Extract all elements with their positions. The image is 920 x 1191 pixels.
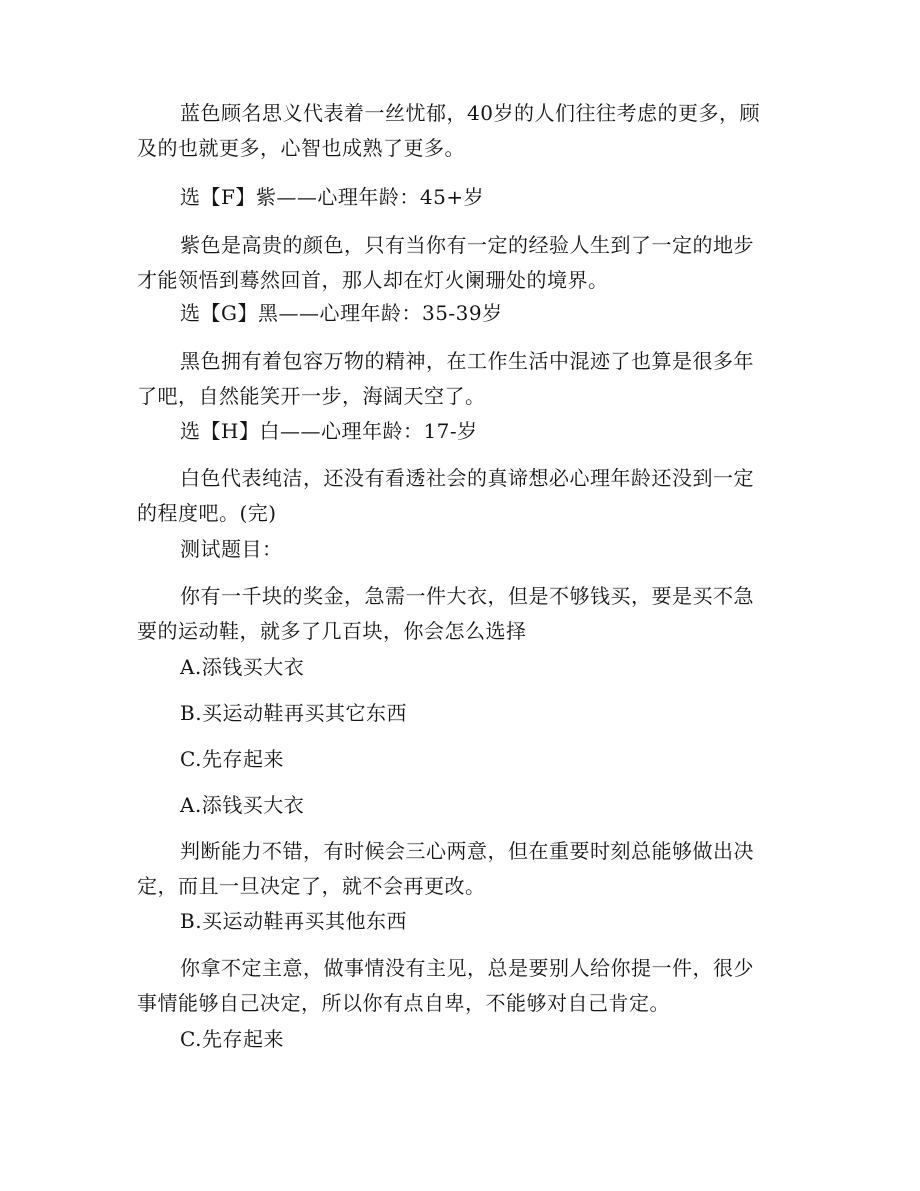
heading-option-f (180, 180, 772, 215)
answer-b-text (137, 951, 772, 1021)
paragraph-line: 选【H】白——心理年龄：17-岁 (180, 419, 478, 443)
answer-c-heading (180, 1022, 772, 1057)
paragraph-line: A.添钱买大衣 (180, 793, 305, 817)
answer-a-text (137, 834, 772, 904)
paragraph-line: B.买运动鞋再买其他东西 (180, 909, 408, 933)
paragraph-line: 黑色拥有着包容万物的精神，在工作生活中混迹了也算是很多年 (180, 349, 754, 373)
paragraph-line: 的程度吧。(完) (137, 501, 277, 525)
paragraph-line: 选【F】紫——心理年龄：45+岁 (180, 185, 485, 209)
option-b (180, 696, 772, 731)
paragraph-line: 你有一千块的奖金，急需一件大衣，但是不够钱买，要是买不急 (180, 584, 754, 608)
paragraph-white (137, 461, 772, 531)
paragraph-line: 要的运动鞋，就多了几百块，你会怎么选择 (137, 619, 527, 643)
option-a (180, 650, 772, 685)
paragraph-line: 了吧，自然能笑开一步，海阔天空了。 (137, 384, 486, 408)
paragraph-line: 选【G】黑——心理年龄：35-39岁 (180, 301, 503, 325)
paragraph-line: 紫色是高贵的颜色，只有当你有一定的经验人生到了一定的地步 (180, 233, 754, 257)
paragraph-line: 蓝色顾名思义代表着一丝忧郁，40岁的人们往往考虑的更多，顾 (180, 101, 760, 125)
paragraph-line: C.先存起来 (180, 1027, 284, 1051)
heading-option-h (180, 414, 772, 449)
paragraph-purple (137, 228, 772, 298)
paragraph-line: 才能领悟到蓦然回首，那人却在灯火阑珊处的境界。 (137, 268, 609, 292)
paragraph-line: 你拿不定主意，做事情没有主见，总是要别人给你提一件，很少 (180, 956, 754, 980)
section-title-test (180, 532, 772, 567)
paragraph-line: A.添钱买大衣 (180, 655, 305, 679)
paragraph-blue (137, 96, 772, 166)
option-c (180, 742, 772, 777)
paragraph-line: 判断能力不错，有时候会三心两意，但在重要时刻总能够做出决 (180, 839, 754, 863)
answer-a-heading (180, 788, 772, 823)
paragraph-line: 及的也就更多，心智也成熟了更多。 (137, 136, 465, 160)
paragraph-line: B.买运动鞋再买其它东西 (180, 701, 408, 725)
paragraph-line: 定，而且一旦决定了，就不会再更改。 (137, 874, 486, 898)
paragraph-line: C.先存起来 (180, 747, 284, 771)
heading-option-g (180, 296, 772, 331)
paragraph-black (137, 344, 772, 414)
paragraph-line: 测试题目： (180, 537, 283, 561)
test-question (137, 579, 772, 649)
paragraph-line: 事情能够自己决定，所以你有点自卑，不能够对自己肯定。 (137, 991, 670, 1015)
paragraph-line: 白色代表纯洁，还没有看透社会的真谛想必心理年龄还没到一定 (180, 466, 754, 490)
answer-b-heading (180, 904, 772, 939)
